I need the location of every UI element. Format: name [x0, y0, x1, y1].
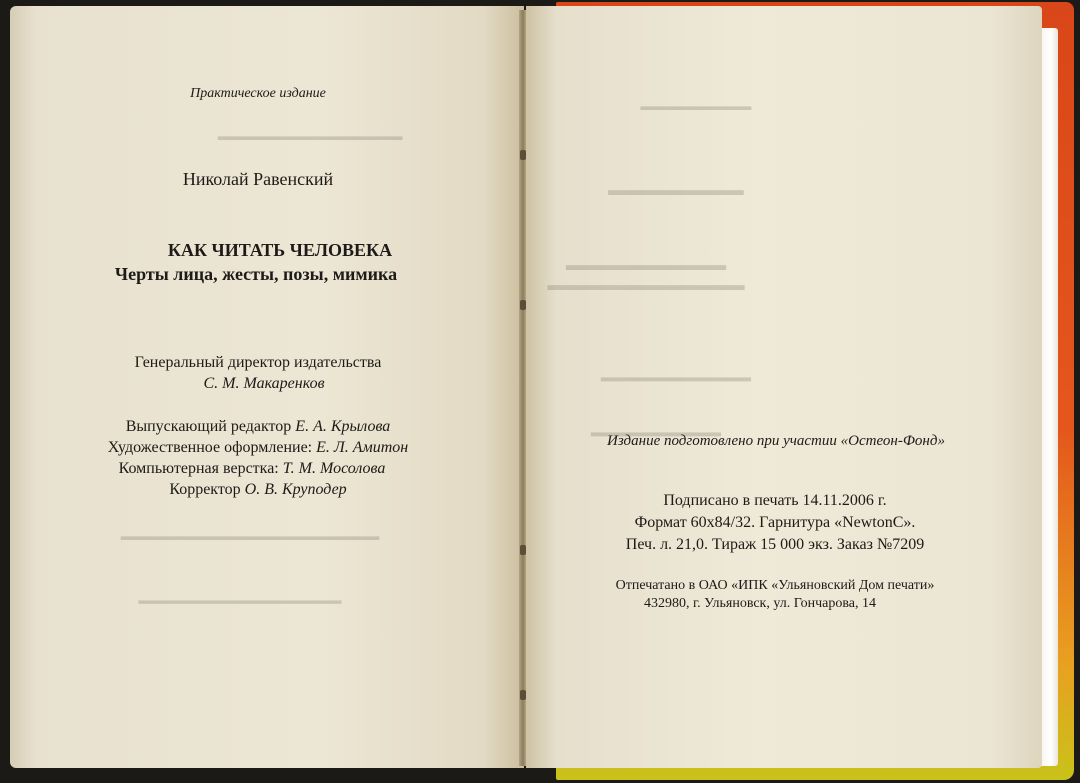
editor-name: Е. А. Крылова: [295, 418, 391, 435]
proof-role: Корректор: [169, 481, 241, 498]
author-name: Николай Равенский: [182, 169, 334, 189]
printer-address: 432980, г. Ульяновск, ул. Гончарова, 14: [644, 596, 876, 611]
layout-role: Компьютерная верстка:: [118, 460, 279, 477]
layout-name: Т. М. Мосолова: [282, 460, 386, 477]
mirror-ghost-5: ▂▂▂▂▂▂▂▂▂▂▂▂▂▂▂: [601, 366, 751, 381]
proof-name: О. В. Круподер: [244, 481, 347, 498]
show-through-1: ▂▂▂▂▂▂▂▂▂▂▂▂▂▂▂▂▂▂▂▂: [217, 126, 403, 140]
layout-line: [119, 460, 386, 478]
art-line: [108, 439, 408, 457]
mirror-ghost-2: ▂▂▂▂▂▂▂▂▂▂▂: [608, 178, 744, 195]
edition-type: Практическое издание: [190, 86, 326, 101]
show-through-3: ▂▂▂▂▂▂▂▂▂▂▂▂▂▂▂▂▂▂▂▂▂▂▂▂: [138, 592, 342, 604]
signed-date: Подписано в печать 14.11.2006 г.: [663, 492, 887, 509]
mirror-ghost-1: ▂▂▂▂▂▂▂▂▂▂▂▂: [640, 96, 752, 110]
prepared-note: Издание подготовлено при участии «Остеон-Фонд»: [607, 433, 945, 449]
print-run-line: Печ. л. 21,0. Тираж 15 000 экз. Заказ №7209: [625, 536, 925, 553]
mirror-ghost-6: ▂▂▂▂▂▂▂▂▂▂▂▂▂: [591, 421, 721, 436]
format-line: Формат 60x84/32. Гарнитура «NewtonC».: [634, 514, 916, 531]
editor-role: Выпускающий редактор: [125, 418, 292, 435]
mirror-ghost-4: ▂▂▂▂▂▂▂▂▂▂▂▂▂▂▂▂: [547, 273, 745, 290]
art-name: Е. Л. Амитон: [316, 439, 409, 456]
left-page: [10, 6, 524, 768]
show-through-2: ▂▂▂▂▂▂▂▂▂▂▂▂▂▂▂▂▂▂▂▂▂▂▂▂▂▂▂▂: [120, 526, 380, 540]
printer-name: Отпечатано в ОАО «ИПК «Ульяновский Дом печати»: [615, 578, 935, 593]
right-page: [526, 6, 1042, 768]
director-name: С. М. Макаренков: [203, 375, 325, 392]
editor-line: [126, 418, 391, 436]
art-role: Художественное оформление:: [107, 439, 313, 456]
page-block-edge: [1040, 28, 1058, 766]
book-subtitle: Черты лица, жесты, позы, мимика: [114, 264, 398, 284]
proof-line: [169, 481, 346, 499]
mirror-ghost-3: ▂▂▂▂▂▂▂▂▂▂▂▂▂: [566, 253, 726, 270]
director-role: Генеральный директор издательства: [134, 354, 382, 371]
book-title: КАК ЧИТАТЬ ЧЕЛОВЕКА: [167, 240, 393, 260]
